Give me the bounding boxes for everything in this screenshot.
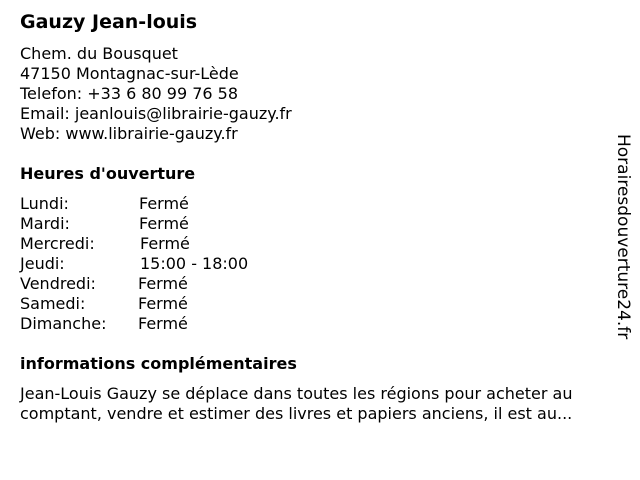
site-watermark: Horairesdouverture24.fr bbox=[613, 134, 633, 340]
hours-heading: Heures d'ouverture bbox=[20, 164, 196, 183]
day-label: Dimanche: bbox=[20, 314, 107, 333]
phone-number: Telefon: +33 6 80 99 76 58 bbox=[20, 84, 239, 103]
day-label: Mardi: bbox=[20, 214, 70, 233]
info-description bbox=[20, 384, 626, 424]
street-address: Chem. du Bousquet bbox=[20, 44, 178, 63]
day-label: Jeudi: bbox=[20, 254, 65, 273]
day-hours: Fermé bbox=[139, 214, 189, 233]
day-label: Mercredi: bbox=[20, 234, 95, 253]
email-link[interactable]: Email: jeanlouis@librairie-gauzy.fr bbox=[20, 104, 292, 123]
business-name: Gauzy Jean-louis bbox=[20, 11, 198, 33]
info-heading: informations complémentaires bbox=[20, 354, 297, 373]
contact-block bbox=[20, 44, 292, 144]
day-hours: Fermé bbox=[140, 234, 190, 253]
website-link[interactable]: Web: www.librairie-gauzy.fr bbox=[20, 124, 238, 143]
day-hours: Fermé bbox=[139, 194, 189, 213]
day-label: Lundi: bbox=[20, 194, 69, 213]
day-hours: Fermé bbox=[138, 274, 188, 293]
day-hours: Fermé bbox=[138, 294, 188, 313]
city-address: 47150 Montagnac-sur-Lède bbox=[20, 64, 239, 83]
day-label: Vendredi: bbox=[20, 274, 96, 293]
day-hours: Fermé bbox=[138, 314, 188, 333]
day-label: Samedi: bbox=[20, 294, 86, 313]
description-line: comptant, vendre et estimer des livres et papiers anciens, il est au... bbox=[20, 404, 573, 423]
day-hours: 15:00 - 18:00 bbox=[140, 254, 249, 273]
description-line: Jean-Louis Gauzy se déplace dans toutes les régions pour acheter au bbox=[20, 384, 573, 403]
